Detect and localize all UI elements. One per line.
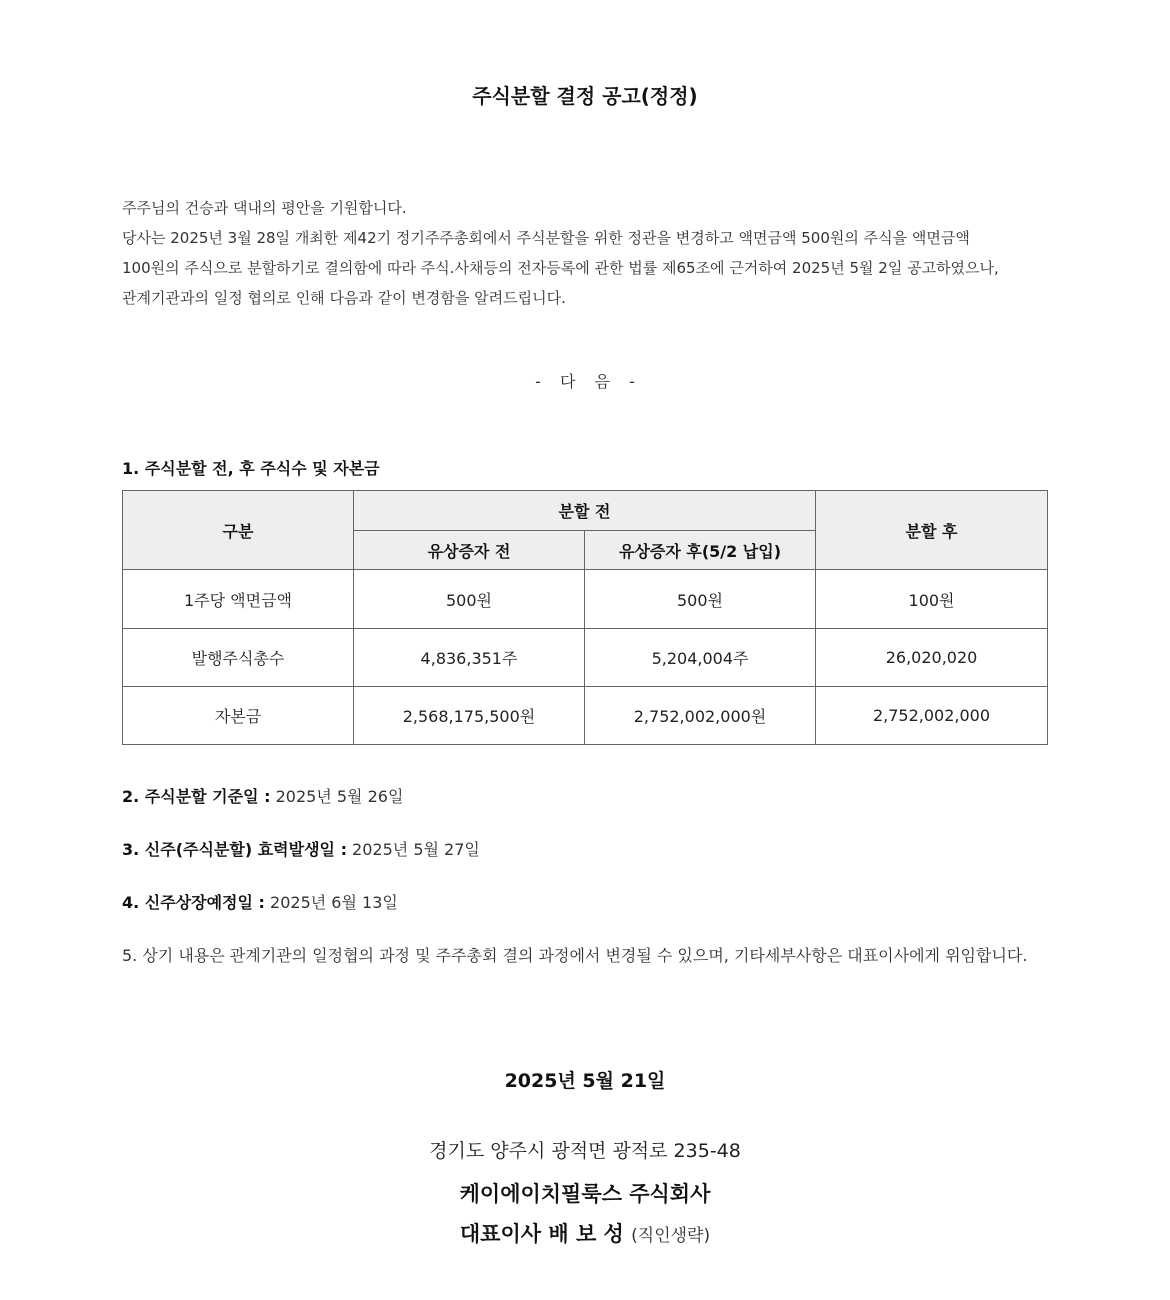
table-row — [123, 687, 1048, 745]
cell-after-split: 2,752,002,000 — [816, 687, 1048, 745]
item-effective-date-value: 2025년 5월 27일 — [346, 840, 480, 859]
seal-note: (직인생략) — [631, 1226, 711, 1246]
cell-before-increase: 2,568,175,500원 — [354, 687, 585, 745]
item-listing-date — [122, 890, 398, 913]
ceo-line — [0, 1218, 1170, 1248]
intro-line-3: 100원의 주식으로 분할하기로 결의함에 따라 주식.사채등의 전자등록에 관한 법률 제65조에 근거하여 2025년 5월 2일 공고하였으나, — [122, 259, 999, 277]
cell-after-split: 26,020,020 — [816, 629, 1048, 687]
intro-paragraph — [122, 193, 1062, 313]
item-record-date — [122, 784, 403, 807]
cell-after-increase: 5,204,004주 — [585, 629, 816, 687]
notice-marker: - 다 음 - — [535, 372, 635, 391]
item-listing-date-label: 4. 신주상장예정일 : — [122, 893, 265, 912]
table-row — [123, 570, 1048, 629]
row-label: 자본금 — [123, 687, 354, 745]
company-name: 케이에이치필룩스 주식회사 — [459, 1182, 711, 1206]
intro-line-1: 주주님의 건승과 댁내의 평안을 기원합니다. — [122, 199, 407, 217]
section-1-heading: 1. 주식분할 전, 후 주식수 및 자본금 — [122, 459, 380, 478]
intro-line-4: 관계기관과의 일정 협의로 인해 다음과 같이 변경함을 알려드립니다. — [122, 289, 566, 307]
item-record-date-value: 2025년 5월 26일 — [270, 787, 404, 806]
cell-before-increase: 500원 — [354, 570, 585, 629]
row-label: 발행주식총수 — [123, 629, 354, 687]
intro-line-2: 당사는 2025년 3월 28일 개최한 제42기 정기주주총회에서 주식분할을 위한 정관을 변경하고 액면금액 500원의 주식을 액면금액 — [122, 229, 970, 247]
cell-after-increase: 2,752,002,000원 — [585, 687, 816, 745]
cell-before-increase: 4,836,351주 — [354, 629, 585, 687]
item-delegation-note: 5. 상기 내용은 관계기관의 일정협의 과정 및 주주총회 결의 과정에서 변경될 수 있으며, 기타세부사항은 대표이사에게 위임합니다. — [122, 946, 1028, 965]
ceo-name: 대표이사 배 보 성 — [459, 1222, 624, 1246]
header-after-increase: 유상증자 후(5/2 납입) — [585, 531, 816, 570]
item-effective-date — [122, 837, 480, 860]
table-row — [123, 629, 1048, 687]
table-header-row — [123, 491, 1048, 531]
company-address: 경기도 양주시 광적면 광적로 235-48 — [429, 1140, 741, 1162]
header-after-split: 분할 후 — [816, 491, 1048, 570]
header-before-split: 분할 전 — [354, 491, 816, 531]
item-record-date-label: 2. 주식분할 기준일 : — [122, 787, 271, 806]
header-before-increase: 유상증자 전 — [354, 531, 585, 570]
share-split-table — [122, 490, 1048, 745]
notice-title: 주식분할 결정 공고(정정) — [472, 84, 698, 108]
cell-after-increase: 500원 — [585, 570, 816, 629]
header-category: 구분 — [123, 491, 354, 570]
item-effective-date-label: 3. 신주(주식분할) 효력발생일 : — [122, 840, 347, 859]
item-listing-date-value: 2025년 6월 13일 — [264, 893, 398, 912]
row-label: 1주당 액면금액 — [123, 570, 354, 629]
cell-after-split: 100원 — [816, 570, 1048, 629]
notice-date: 2025년 5월 21일 — [504, 1070, 666, 1092]
